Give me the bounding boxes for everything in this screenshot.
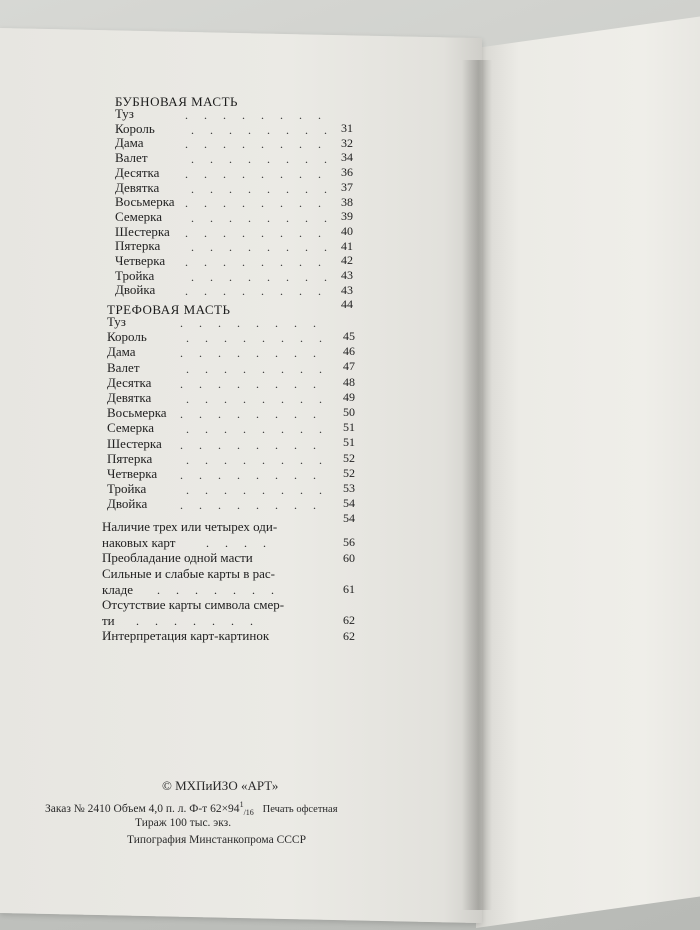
- toc-entry-label-continued: кладе ....... 61: [102, 582, 355, 597]
- toc-entry-page: 47: [343, 359, 355, 374]
- toc-entry-page: 44: [341, 297, 353, 312]
- order-number: Заказ № 2410: [45, 802, 111, 815]
- toc-entry-label-continued: ти ....... 62: [102, 613, 355, 628]
- toc-entry-extra: [102, 628, 355, 644]
- toc-entry-page: 52: [343, 465, 355, 480]
- toc-leader-dots: ........: [185, 284, 337, 299]
- toc-entry-page: 62: [343, 629, 355, 643]
- toc-entry-page: 51: [343, 435, 355, 450]
- toc-leader-dots: ........: [180, 346, 332, 361]
- volume: Объем 4,0 п. л.: [113, 802, 187, 815]
- toc-leader-dots: ........: [185, 196, 337, 211]
- toc-entry-page: 38: [341, 194, 353, 209]
- toc-leader-dots: ........: [185, 137, 337, 152]
- toc-entry-label: Дама: [107, 344, 136, 360]
- toc-entry-label: Семерка: [115, 208, 162, 224]
- toc-entry-page: 31: [341, 121, 353, 135]
- toc-leader-dots: ........: [180, 468, 332, 482]
- toc-leader-dots: ........: [185, 108, 337, 122]
- toc-entry-page: 53: [343, 481, 355, 495]
- toc-leader-dots: ........: [180, 376, 332, 391]
- toc-entry-page: 50: [343, 405, 355, 419]
- toc-entry-extra: [102, 597, 355, 629]
- toc-entry-page: 41: [341, 238, 353, 253]
- toc-leader-dots: ........: [180, 437, 332, 452]
- toc-leader-dots: ....: [206, 536, 282, 550]
- toc-entry-label: Пятерка: [115, 238, 161, 254]
- toc-leader-dots: .......: [157, 583, 290, 597]
- toc-leader-dots: ........: [191, 210, 343, 225]
- format-sup: 1: [239, 800, 244, 809]
- order-line: [45, 800, 338, 817]
- toc-entry-label: Дама: [115, 135, 144, 151]
- printer-line: Типография Минстанкопрома СССР: [127, 834, 306, 846]
- toc-entry-label: Четверка: [107, 466, 158, 481]
- toc-entry-label: Двойка: [107, 496, 148, 512]
- toc-leader-dots: ........: [180, 498, 332, 513]
- toc-entry-page: 36: [341, 165, 353, 180]
- toc-entry-page: 40: [341, 223, 353, 238]
- toc-leader-dots: ........: [191, 152, 343, 167]
- toc-entry-page: 43: [341, 268, 353, 282]
- toc-entry-extra: [102, 550, 355, 566]
- toc-entry-label: Четверка: [115, 253, 166, 268]
- circulation-line: Тираж 100 тыс. экз.: [135, 817, 232, 829]
- toc-entry-page: 52: [343, 450, 355, 465]
- toc-entry-page: 54: [343, 511, 355, 526]
- toc-entry-label: Десятка: [107, 374, 152, 390]
- toc-leader-dots: ........: [180, 407, 332, 422]
- toc-entry-page: 51: [343, 420, 355, 435]
- print-type: Печать офсетная: [262, 803, 338, 815]
- toc-entry-label: Девятка: [107, 390, 152, 405]
- toc-leader-dots: ........: [186, 422, 338, 437]
- toc-entry-label: Преобладание одной масти: [102, 550, 253, 565]
- toc-entry-page: 43: [341, 282, 353, 297]
- right-page: [476, 14, 700, 928]
- toc-leader-dots: ........: [180, 316, 332, 330]
- toc-entry-label-continued: наковых карт .... 56: [102, 535, 355, 550]
- format-sub: /16: [243, 808, 254, 818]
- toc-entry-label: Восьмерка: [107, 405, 167, 421]
- toc-leader-dots: ........: [191, 240, 343, 255]
- toc-entry-label: Валет: [115, 150, 148, 166]
- toc-entry-label: Семерка: [107, 420, 154, 436]
- section-title-clubs: ТРЕФОВАЯ МАСТЬ: [107, 302, 231, 317]
- toc-entry-page: 62: [343, 613, 355, 627]
- toc-leader-dots: ........: [185, 225, 337, 240]
- toc-entry-page: 49: [343, 389, 355, 404]
- toc-entry-extra: [102, 566, 355, 598]
- toc-entry-page: 61: [343, 582, 355, 596]
- toc-leader-dots: ........: [191, 181, 343, 196]
- toc-entry-page: 32: [341, 135, 353, 150]
- toc-entry-label: Сильные и слабые карты в рас-: [102, 566, 275, 581]
- toc-entry-page: 42: [341, 253, 353, 268]
- format: Ф-т 62×94: [189, 802, 240, 815]
- toc-entry-page: 48: [343, 374, 355, 389]
- toc-entry-label: Туз: [115, 106, 134, 121]
- toc-entry-label: Шестерка: [115, 223, 170, 239]
- toc-leader-dots: ........: [186, 331, 338, 346]
- toc-leader-dots: ........: [185, 166, 337, 181]
- toc-entry-label: Король: [115, 120, 155, 136]
- toc-entry-page: 39: [341, 209, 353, 224]
- toc-entry-page: 34: [341, 150, 353, 165]
- toc-entry-label: Король: [107, 329, 147, 345]
- toc-leader-dots: ........: [185, 255, 337, 269]
- toc-leader-dots: ........: [186, 361, 338, 376]
- toc-entry-label: Тройка: [107, 481, 147, 497]
- toc-entry-label: Тройка: [115, 267, 155, 283]
- toc-entry-extra: [102, 519, 355, 551]
- toc-leader-dots: ........: [191, 122, 343, 137]
- toc-entry-label: Девятка: [115, 179, 160, 195]
- toc-entry-label: Интерпретация карт-картинок: [102, 628, 270, 643]
- toc-entry-label: Шестерка: [107, 435, 162, 451]
- toc-entry-page: 60: [343, 551, 355, 565]
- toc-entry-label: Туз: [107, 314, 126, 329]
- toc-entry-page: 37: [341, 179, 353, 194]
- section-title-diamonds: БУБНОВАЯ МАСТЬ: [115, 94, 238, 109]
- toc-entry-label: Десятка: [115, 164, 160, 180]
- toc-entry-page: 56: [343, 535, 355, 549]
- toc-entry-page: 54: [343, 496, 355, 511]
- toc-leader-dots: ........: [191, 269, 343, 284]
- toc-leader-dots: .......: [136, 614, 269, 628]
- toc-entry-label: Валет: [107, 359, 140, 375]
- toc-entry-label: Восьмерка: [115, 194, 175, 210]
- toc-entry-label: Двойка: [115, 282, 156, 298]
- toc-leader-dots: ........: [186, 452, 338, 467]
- toc-entry-label: Пятерка: [107, 450, 153, 466]
- toc-entry-label: Наличие трех или четырех оди-: [102, 519, 278, 534]
- toc-entry-page: 46: [343, 344, 355, 359]
- toc-entry-label: Отсутствие карты символа смер-: [102, 597, 285, 612]
- toc-entry-page: 45: [343, 329, 355, 343]
- copyright-line: © МХПиИЗО «АРТ»: [162, 778, 279, 793]
- toc-leader-dots: ........: [186, 392, 338, 406]
- toc-leader-dots: ........: [186, 483, 338, 498]
